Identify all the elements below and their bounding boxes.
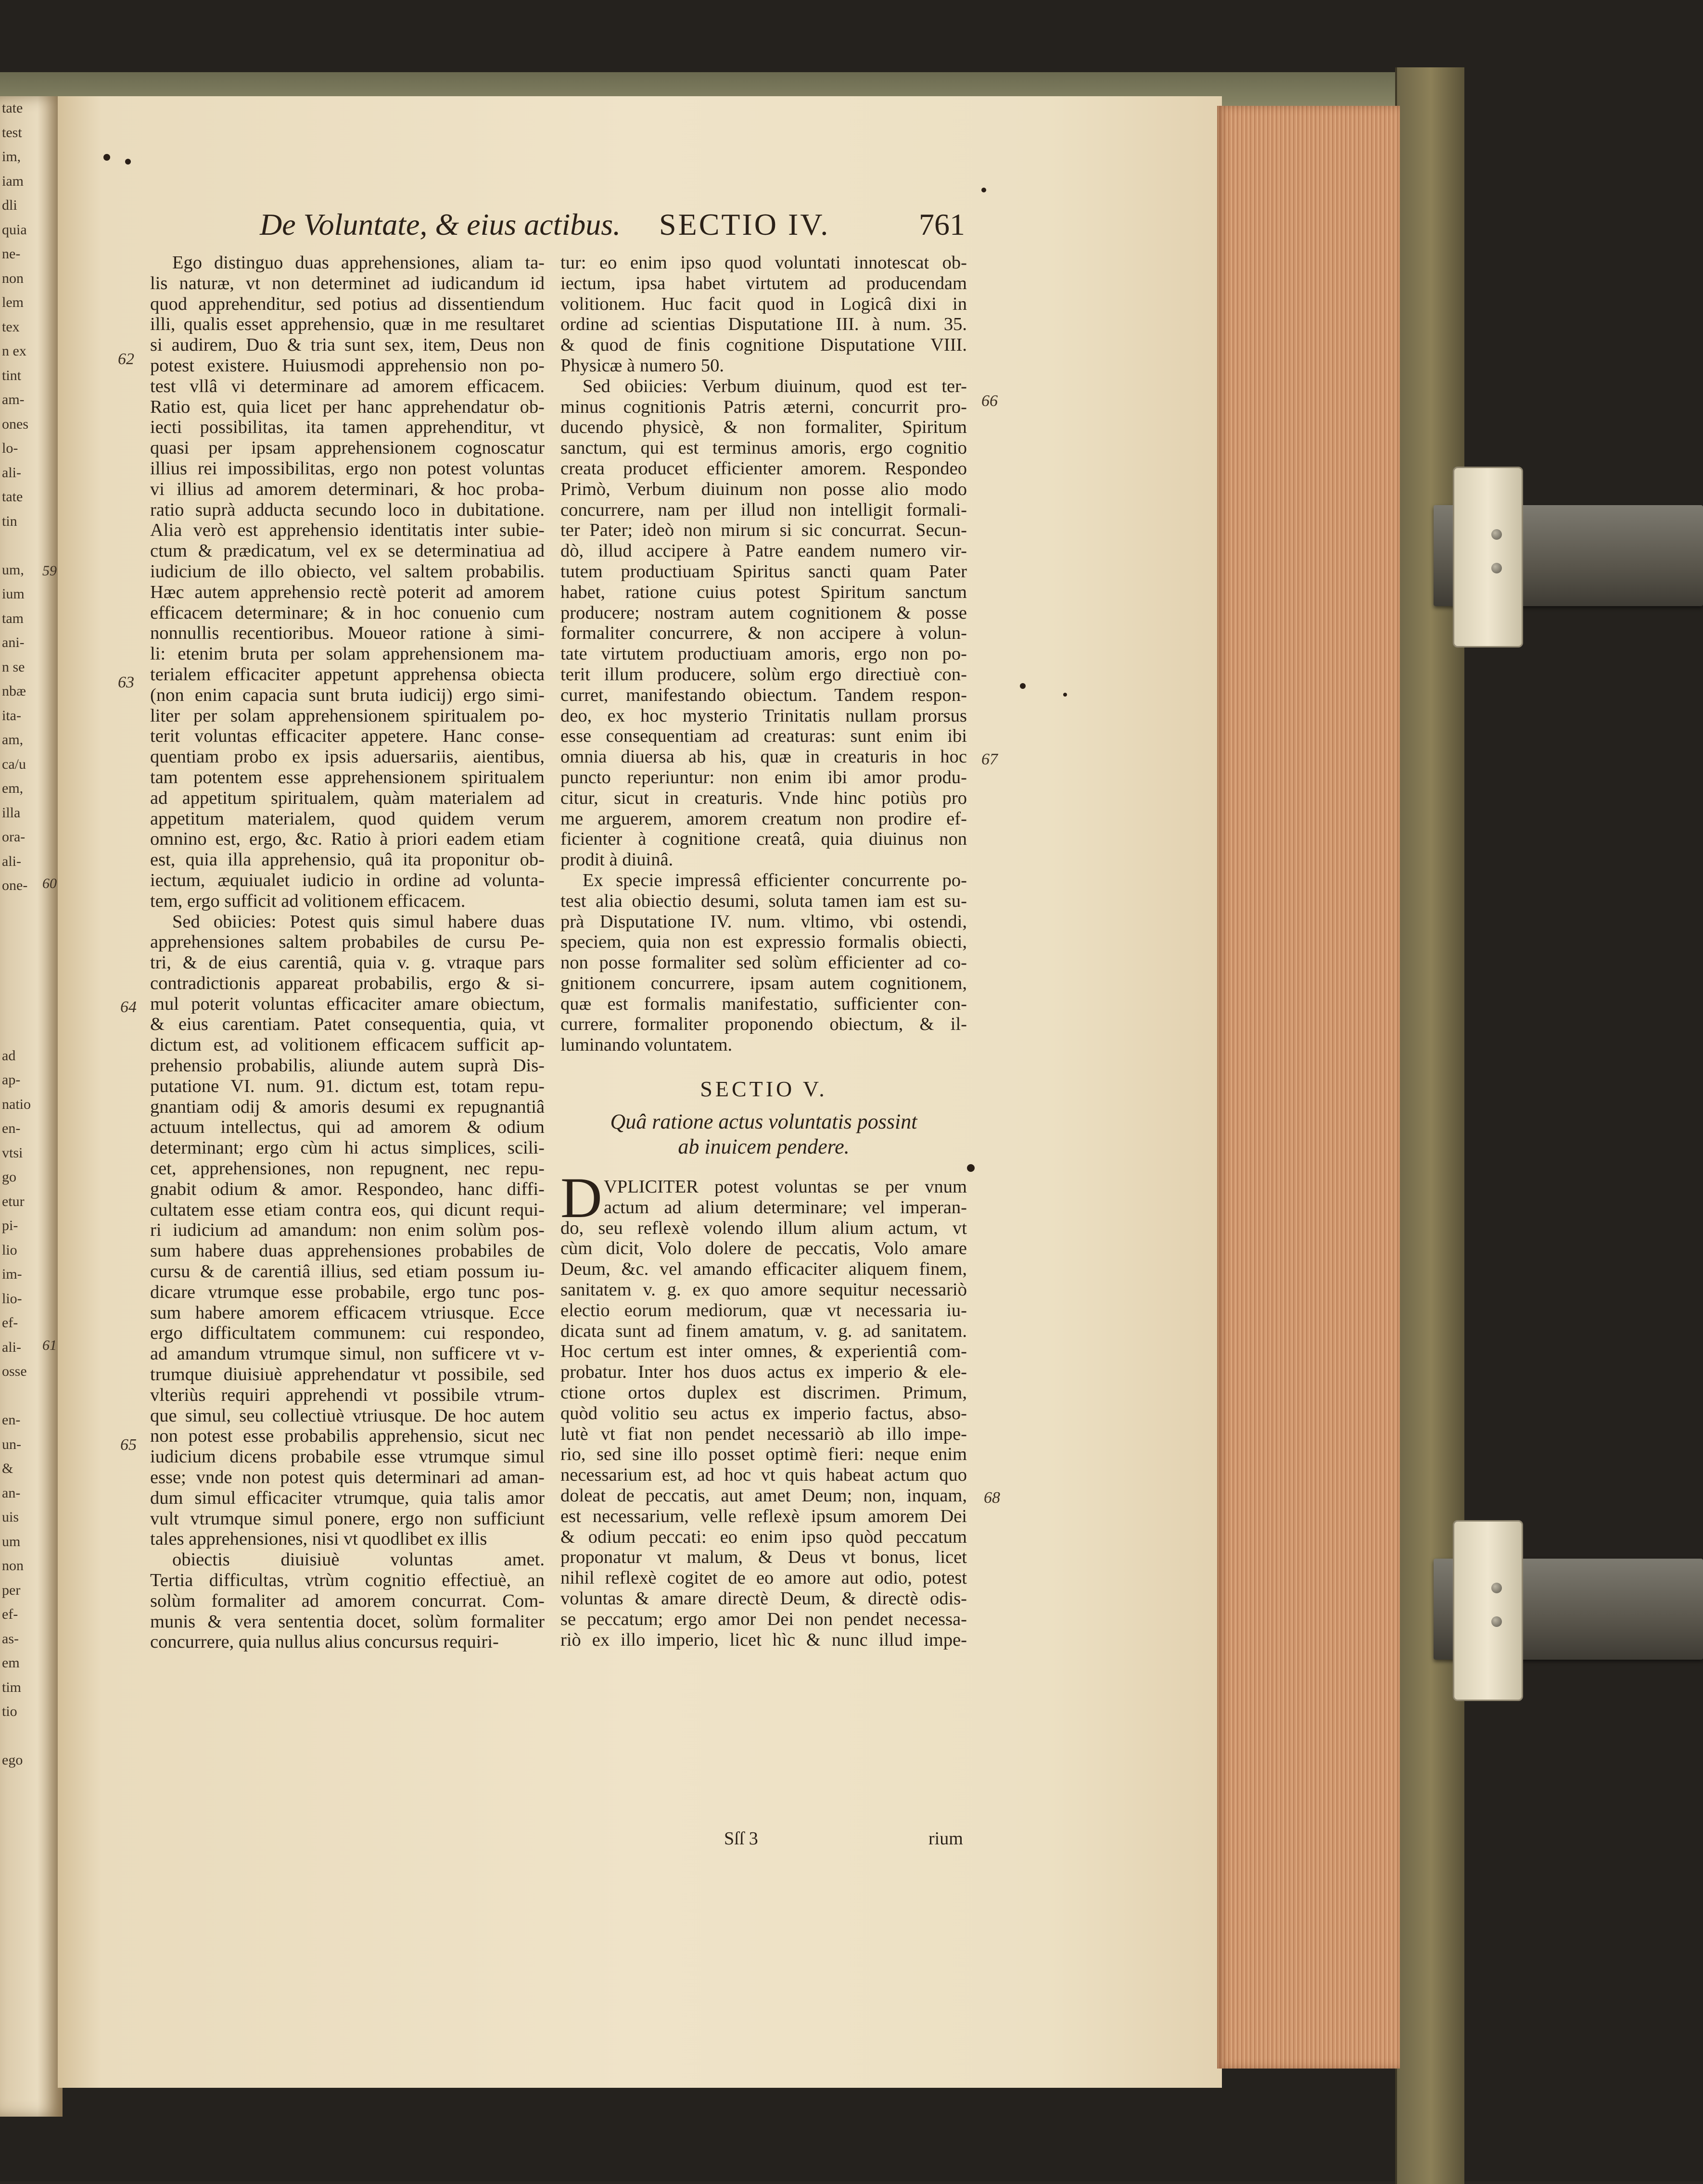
running-title: De Voluntate, & eius actibus. (260, 207, 621, 241)
text-line: & odium peccati: eo enim ipso quòd peccatum (560, 1526, 967, 1547)
text-line: quasi per ipsam apprehensionem cognoscatur (150, 438, 545, 458)
text-line: esse; vnde non potest quis determinari ad aman- (150, 1467, 545, 1488)
text-line: illi, qualis esset apprehensio, quæ in me resultaret (150, 314, 545, 335)
text-line: appetitum materialem, quod quidem verum (150, 808, 545, 829)
left-page-line: ones (2, 416, 28, 432)
page-number: 761 (919, 207, 965, 241)
left-page-line: em (2, 1655, 20, 1671)
left-page-line: um (2, 1533, 21, 1549)
text-line: gnantiam odij & amoris desumi ex repugnantiâ (150, 1096, 545, 1117)
text-line: vi illius ad amorem determinari, & hoc proba- (150, 479, 545, 499)
left-page-margin-number: 60 (42, 876, 57, 891)
left-page-line (0, 947, 63, 971)
text-line: quod apprehenditur, sed potius ad dissentiendum (150, 293, 545, 314)
text-line: Hoc certum est inter omnes, & experientiâ com- (560, 1341, 967, 1362)
left-page-line: ita- (2, 707, 21, 724)
left-page-line: nbæ (2, 683, 26, 699)
text-line: Ego distinguo duas apprehensiones, aliam ta- (172, 253, 545, 273)
text-line: citur, sicut in creaturis. Vnde hinc potiùs pro (560, 787, 967, 808)
text-line: actuum intellectus, qui ad amorem & odium (150, 1117, 545, 1138)
running-section: SECTIO IV. (659, 207, 830, 241)
text-line: omnia diuersa ab his, quæ in creaturis in hoc (560, 747, 967, 767)
left-page-line: quia (2, 221, 27, 238)
signature-mark: Sſſ 3 (724, 1828, 758, 1849)
catchword: rium (928, 1828, 963, 1849)
left-page-line: one- (2, 877, 28, 893)
left-page-line: am, (2, 732, 24, 748)
text-line: contradictionis appareat probabilis, ergo & si- (150, 973, 545, 993)
left-page-line: tate (2, 100, 23, 116)
left-page-line: ali- (2, 1339, 21, 1355)
left-page-line (0, 971, 63, 995)
rivet (1491, 563, 1502, 573)
text-line: Sed obiicies: Verbum diuinum, quod est ter- (583, 376, 967, 396)
left-text-column (150, 253, 545, 1652)
left-page-line: im, (2, 149, 21, 165)
text-line: currere, formaliter proponendo obiectum, & il- (560, 1014, 967, 1035)
text-line: illius rei impossibilitas, ergo non potest voluntas (150, 458, 545, 479)
left-page-fragment (0, 96, 63, 2117)
clasp-plate (1453, 1520, 1523, 1701)
page-stain (125, 159, 131, 165)
left-page-line: dli (2, 197, 17, 213)
text-line: probatur. Inter hos duos actus ex imperio & ele- (560, 1362, 967, 1383)
text-line: non posse formaliter sed solùm efficienter ad co- (560, 952, 967, 973)
left-page-line: test (2, 124, 22, 140)
text-line: solùm formaliter ad amorem concurrat. Com- (150, 1590, 545, 1611)
text-line: potest existere. Huiusmodi apprehensio non po- (150, 355, 545, 376)
text-line: tri, & de eius carentiâ, quia v. g. vtraque pars (150, 952, 545, 973)
margin-number: 64 (120, 998, 137, 1016)
text-line: concurrere, quia nullus alius concursus requiri- (150, 1632, 499, 1652)
text-line: ficienter à cognitione creatâ, quia diuinus non (560, 829, 967, 850)
text-line: terit voluntas efficaciter appetere. Hanc conse- (150, 726, 545, 747)
margin-number: 67 (981, 750, 998, 768)
text-line: minus cognitionis Patris æterni, concurrit pro- (560, 396, 967, 417)
spacer (560, 1159, 967, 1177)
text-line: iecti possibilitas, ita tamen apprehenditur, vt (150, 417, 545, 438)
left-page-line: n se (2, 659, 25, 675)
left-page-line: illa (2, 804, 21, 821)
text-line: test vllâ vi determinare ad amorem efficacem. (150, 376, 545, 396)
page-stain (1063, 693, 1067, 697)
text-line: VPLICITER potest voluntas se per vnum (604, 1177, 967, 1197)
page-stain (103, 154, 110, 161)
text-line: Alia verò est apprehensio identitatis inter subie- (150, 520, 545, 541)
left-page-line: lem (2, 294, 24, 310)
text-line: lutè vt fiat non pendet necessariò ab illo impe- (560, 1423, 967, 1444)
left-page-line: go (2, 1169, 16, 1185)
text-line: concurrere, nam per illud non intelligit formali- (560, 499, 967, 520)
clasp-plate (1453, 467, 1523, 648)
text-line: obiectis diuisiuè voluntas amet. (172, 1549, 545, 1570)
text-line: se peccatum; ergo amor Dei non pendet necessa- (560, 1609, 967, 1629)
page-stain (1020, 683, 1026, 689)
text-line: habet, ratione cuius potest Spiritum sanctum (560, 582, 967, 602)
text-line: tate virtutem productiuam amoris, ergo non po- (560, 644, 967, 664)
text-line: do, seu reflexè volendo illum alium actum, vt (560, 1218, 967, 1238)
text-line: efficacem determinare; & in hoc conuenio cum (150, 602, 545, 623)
left-page-line: ap- (2, 1072, 21, 1088)
text-line: prodit à diuinâ. (560, 850, 674, 870)
text-line: quentiam probo ex ipsis aduersariis, aientibus, (150, 747, 545, 767)
text-line: & quod de finis cognitione Disputatione VIII. (560, 335, 967, 356)
left-page-line: tate (2, 489, 23, 505)
text-line: ergo difficultatem communem: cui respondeo, (150, 1323, 545, 1344)
margin-number: 68 (984, 1489, 1000, 1507)
text-line: riò ex illo imperio, licet hìc & nunc illud impe- (560, 1629, 967, 1650)
text-line: luminando voluntatem. (560, 1035, 733, 1055)
text-line: sum habere duas apprehensiones probabiles de (150, 1241, 545, 1261)
text-line: sanitatem v. g. ex quo amore sequitur necessariò (560, 1280, 967, 1300)
text-line: terialem efficaciter appetunt apprehensa obiecta (150, 664, 545, 685)
margin-number: 62 (118, 350, 134, 368)
text-line: munis & vera sententia docet, solùm formaliter (150, 1611, 545, 1632)
text-line: me arguerem, amorem creatum non prodire ef- (560, 808, 967, 829)
text-line: necessarium est, ad hoc vt quis habeat actum quo (560, 1465, 967, 1486)
text-line: vlteriùs requiri apprehendi vt possibile vtrum- (150, 1384, 545, 1405)
left-page-line: ca/u (2, 756, 26, 772)
left-page-line: ali- (2, 853, 21, 869)
text-line: ordine ad scientias Disputatione III. à num. 35. (560, 314, 967, 335)
text-line: quæ est formalis manifestatio, sufficienter con- (560, 993, 967, 1014)
text-line: omnino est, ergo, &c. Ratio à priori eadem etiam (150, 829, 545, 850)
left-page-line: em, (2, 780, 24, 796)
right-text-column (560, 253, 967, 1650)
left-page-line: an- (2, 1485, 21, 1501)
text-line: cùm dicit, Volo dolere de peccatis, Volo amare (560, 1238, 967, 1259)
left-page-line: iam (2, 173, 24, 189)
text-line: doleat de peccatis, aut amet Deum; non, inquam, (560, 1486, 967, 1506)
left-page-line: ora- (2, 829, 25, 845)
text-line: ducendo physicè, & non formaliter, Spiritum (560, 417, 967, 438)
left-page-line: pi- (2, 1218, 18, 1233)
text-line: gnabit odium & amor. Respondeo, hanc diffi- (150, 1179, 545, 1199)
text-line: nihil reflexè cogitet de eo amore aut odio, potest (560, 1568, 967, 1588)
left-page-line: tint (2, 367, 22, 383)
left-page-line: lio- (2, 1290, 22, 1307)
text-line: cursu & de carentiâ illius, sed etiam possum iu- (150, 1261, 545, 1282)
left-page-line: tex (2, 318, 20, 335)
text-line: que simul, seu collectiuè vtriusque. De hoc autem (150, 1405, 545, 1426)
left-page-line: lo- (2, 440, 18, 456)
text-line: dicare vtrumque esse probabile, ergo tunc pos- (150, 1282, 545, 1302)
text-line: ratio suprà adducta secundo loco in dubitatione. (150, 499, 545, 520)
text-line: electio eorum mediorum, quæ vt necessaria iu- (560, 1300, 967, 1321)
left-page-line: ad (2, 1047, 16, 1064)
left-page-line: natio (2, 1096, 31, 1112)
text-line: li: etenim bruta per solam apprehensionem ma- (150, 644, 545, 664)
left-page-line: n ex (2, 343, 26, 359)
section-title: Quâ ratione actus voluntatis possint (610, 1110, 917, 1134)
text-line: dictum est, ad volitionem efficacem sufficit ap- (150, 1035, 545, 1055)
text-line: lis naturæ, vt non determinet ad iudicandum id (150, 273, 545, 293)
text-line: rio, sed sine illo posset optimè fieri: neque enim (560, 1444, 967, 1465)
left-page-line: ego (2, 1752, 23, 1768)
text-line: non potest esse probabilis apprehensio, sicut nec (150, 1426, 545, 1447)
text-line: ad amandum vtrumque simul, non sufficere vt v- (150, 1344, 545, 1364)
text-line: formaliter concurrere, & non accipere à volun- (560, 623, 967, 644)
text-line: proponatur vt malum, & Deus vt bonus, licet (560, 1547, 967, 1568)
text-line: sum habere amorem efficacem vtriusque. Ecce (150, 1302, 545, 1323)
text-line: voluntas & amare directè Deum, & directè odis- (560, 1588, 967, 1609)
text-line: producere; nostram autem cognitionem & posse (560, 602, 967, 623)
left-page-line: ium (2, 586, 25, 602)
text-line: (non enim capacia sunt bruta iudicij) ergo simi- (150, 685, 545, 705)
left-page-line: lio (2, 1242, 17, 1258)
text-line: mul poterit voluntas efficaciter amare obiectum, (150, 993, 545, 1014)
margin-number: 66 (981, 392, 998, 410)
text-line: cultatem esse etiam contra eos, qui dicunt requi- (150, 1199, 545, 1220)
left-page-line: tin (2, 513, 17, 529)
margin-number: 65 (120, 1436, 137, 1454)
text-line: cet, apprehensiones, non repugnent, nec repu- (150, 1158, 545, 1179)
left-page-line: en- (2, 1120, 21, 1136)
left-page-line: non (2, 270, 24, 286)
text-line: tur: eo enim ipso quod voluntati innotescat ob- (560, 253, 967, 273)
text-line: ctione ortos duplex est discrimen. Primum, (560, 1383, 967, 1403)
left-page-line (0, 995, 63, 1020)
text-line: prà Disputatione IV. num. vltimo, vbi ostendi, (560, 911, 967, 932)
text-line: est necessarium, velle reflexè ipsum amorem Dei (560, 1506, 967, 1526)
left-page-line: ne- (2, 246, 21, 262)
left-page-line: ali- (2, 464, 21, 481)
text-line: dicata sunt ad finem amatum, v. g. ad sanitatem. (560, 1321, 967, 1341)
page-stain (981, 188, 986, 192)
left-page-margin-number: 59 (42, 563, 57, 579)
spacer (560, 1104, 967, 1109)
text-line: ter Pater; ideò non mirum si sic concurrat. Secun- (560, 520, 967, 541)
left-page-line: ef- (2, 1315, 18, 1331)
left-page-line (0, 533, 63, 558)
text-line: dum simul efficaciter vtrumque, quia talis amor (150, 1487, 545, 1508)
text-line: apprehensiones saltem probabiles de cursu Pe- (150, 932, 545, 952)
text-line: creata producet efficienter amorem. Respondeo (560, 458, 967, 479)
left-page-line: osse (2, 1363, 27, 1379)
text-line: speciem, quia non est expressio formalis obiecti, (560, 932, 967, 952)
text-line: esse consequentiam ad creaturas: sunt enim ibi (560, 726, 967, 747)
text-line: tales apprehensiones, nisi vt quodlibet ex illis (150, 1529, 487, 1549)
book-board (1395, 67, 1464, 2184)
page-stain (967, 1164, 975, 1172)
text-line: iectum, ipsa habet virtutem ad producendam (560, 273, 967, 293)
clasp-lower (1434, 1559, 1703, 1660)
text-line: ri iudicium ad amandum: non enim solùm pos- (150, 1220, 545, 1241)
text-line: quòd volitio seu actus ex imperio factus, abso- (560, 1403, 967, 1423)
left-page-line: per (2, 1582, 21, 1598)
text-line: curret, manifestando obiectum. Tandem respon- (560, 685, 967, 705)
left-page-line: as- (2, 1630, 19, 1647)
left-page-margin-number: 61 (42, 1337, 57, 1353)
text-line: actum ad alium determinare; vel imperan- (604, 1197, 967, 1218)
text-line: volitionem. Huc facit quod in Logicâ dixi in (560, 293, 967, 314)
drop-cap: D (560, 1166, 602, 1230)
rivet (1491, 529, 1502, 540)
text-line: Sed obiicies: Potest quis simul habere duas (172, 911, 545, 932)
text-line: vult vtrumque simul ponere, ergo non sufficiunt (150, 1508, 545, 1529)
text-line: Primò, Verbum diuinum non posse alio modo (560, 479, 967, 499)
section-body (560, 1166, 967, 1650)
left-page-line: vtsi (2, 1144, 23, 1161)
text-line: ad appetitum spiritualem, quàm materialem ad (150, 787, 545, 808)
left-page-line: etur (2, 1193, 25, 1209)
text-line: Ratio est, quia licet per hanc apprehendatur ob- (150, 396, 545, 417)
left-page-line (0, 1384, 63, 1409)
left-page-line: uis (2, 1509, 19, 1525)
left-page-line: am- (2, 392, 25, 407)
text-line: liter per solam apprehensionem spiritualem po- (150, 705, 545, 726)
left-page-line: & (2, 1460, 13, 1476)
text-line: puncto reperiuntur: non enim ibi amor produ- (560, 767, 967, 787)
text-line: & eius carentiam. Patet consequentia, quia, vt (150, 1014, 545, 1035)
text-line: tem, ergo sufficit ad volitionem efficacem. (150, 890, 466, 911)
rivet (1491, 1616, 1502, 1627)
left-page-line: um, (2, 561, 24, 578)
clasp-upper (1434, 505, 1703, 606)
text-line: putatione VI. num. 91. dictum est, totam repu- (150, 1076, 545, 1096)
left-page-line: ani- (2, 635, 25, 650)
text-line: deo, ex hoc mysterio Trinitatis nullam prorsus (560, 705, 967, 726)
text-line: gnitionem concurrere, ipsam autem cognitionem, (560, 973, 967, 993)
text-line: tutem productiuam Spiritus sancti quam Pater (560, 561, 967, 582)
text-line: Physicæ à numero 50. (560, 355, 724, 376)
text-line: test alia obiectio desumi, soluta tamen iam est su- (560, 890, 967, 911)
text-line: Ex specie impressâ efficienter concurrente po- (583, 870, 967, 890)
text-line: determinant; ergo cùm hi actus simplices, scili- (150, 1138, 545, 1158)
text-line: nonnullis recentioribus. Moueor ratione à simi- (150, 623, 545, 644)
text-line: ctum & prædicatum, vel ex se determinatiua ad (150, 541, 545, 561)
left-page-line: non (2, 1558, 24, 1574)
text-line: trumque diuisiuè apprehendatur vt possibile, sed (150, 1364, 545, 1385)
left-page-line: im- (2, 1266, 22, 1282)
text-line: si audirem, Duo & tria sunt sex, item, Deus non (150, 335, 545, 356)
left-page-line: un- (2, 1436, 21, 1452)
text-line: sanctum, qui est terminus amoris, ergo cognitio (560, 438, 967, 458)
left-page-line (0, 922, 63, 947)
text-line: tam potentem esse apprehensionem spiritualem (150, 767, 545, 787)
left-page-line (0, 1019, 63, 1044)
text-line: iudicium de illo obiecto, vel saltem probabilis. (150, 561, 545, 582)
text-line: Deum, &c. vel amando efficaciter aliquem finem, (560, 1259, 967, 1280)
text-line: Tertia difficultas, vtrùm cognitio effectiuè, an (150, 1570, 545, 1590)
text-line: prehensio probabilis, aliunde autem suprà Dis- (150, 1055, 545, 1076)
section-title: ab inuicem pendere. (678, 1135, 850, 1159)
text-line: dò, illud accipere à Patre eandem numero vir- (560, 541, 967, 561)
text-line: iudicium dicens probabile esse vtrumque simul (150, 1447, 545, 1467)
left-page-line: tio (2, 1703, 17, 1719)
left-page-line: tim (2, 1679, 22, 1695)
left-page-line: tam (2, 610, 24, 626)
text-line: terit illum producere, solùm ergo directiuè con- (560, 664, 967, 685)
text-line: Hæc autem apprehensio rectè poterit ad amorem (150, 582, 545, 602)
left-page-line (0, 898, 63, 923)
left-page-line: en- (2, 1412, 21, 1428)
left-page-line (0, 1724, 63, 1749)
section-heading: SECTIO V. (700, 1077, 827, 1102)
left-page-line: ef- (2, 1606, 18, 1622)
margin-number: 63 (118, 673, 134, 691)
text-line: iectum, æquiualet iudicio in ordine ad volunta- (150, 870, 545, 890)
text-line: est, quia illa apprehensio, quâ ita proponitur ob- (150, 850, 545, 870)
spacer (560, 1055, 967, 1075)
running-header (260, 207, 981, 250)
rivet (1491, 1583, 1502, 1593)
page-block-edge (1217, 106, 1400, 2069)
